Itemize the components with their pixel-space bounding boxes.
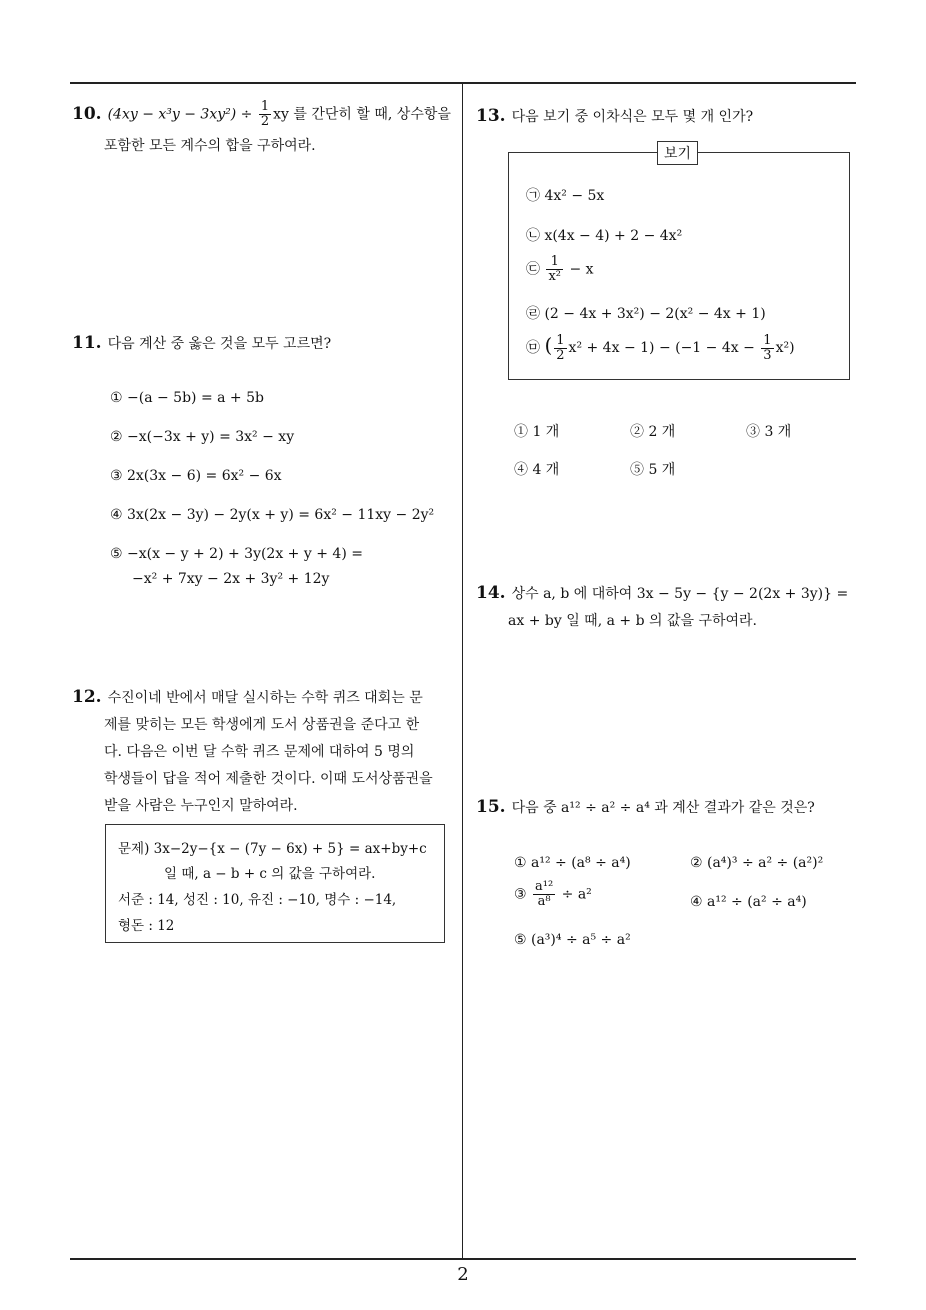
q12-box-line2: 일 때, a − b + c 의 값을 구하여라.: [164, 866, 376, 882]
question-13: [476, 103, 856, 131]
question-number: 11.: [72, 333, 102, 353]
q13-item-a: ㉠ 4x² − 5x: [526, 188, 605, 204]
question-13-text: 다음 보기 중 이차식은 모두 몇 개 인가?: [511, 109, 754, 125]
question-number: 10.: [72, 103, 102, 124]
question-10-line2: 포함한 모든 계수의 합을 구하여라.: [104, 138, 316, 154]
q11-option-5-cont: −x² + 7xy − 2x + 3y² + 12y: [132, 571, 330, 587]
column-divider: [462, 83, 463, 1259]
fraction: $\frac{1}{\text{x²}}$: [548, 254, 561, 284]
q15-choice-5[interactable]: ⑤ (a³)⁴ ÷ a⁵ ÷ a²: [514, 932, 631, 948]
question-14-line1: 상수 a, b 에 대하여 3x − 5y − {y − 2(2x + 3y)} =: [511, 586, 849, 602]
question-number: 15.: [476, 797, 506, 817]
q13-item-e: ㉤ ( $\frac{1}{2}$ x² + 4x − 1) − (−1 − 4x − $\frac{1}{3}$ x²): [526, 332, 795, 363]
q13-choice-5[interactable]: ⑤ 5 개: [630, 462, 676, 478]
page-number: 2: [457, 1264, 469, 1285]
q13-item-c: ㉢ $\frac{1}{\text{x²}}$ − x: [526, 254, 594, 284]
q11-option-2[interactable]: ② −x(−3x + y) = 3x² − xy: [110, 429, 295, 445]
question-number: 13.: [476, 106, 506, 126]
question-12-line5: 받을 사람은 누구인지 말하여라.: [104, 798, 298, 814]
question-number: 14.: [476, 583, 506, 603]
question-12-line1: 12. 수진이네 반에서 매달 실시하는 수학 퀴즈 대회는 문: [72, 687, 423, 707]
q13-item-b: ㉡ x(4x − 4) + 2 − 4x²: [526, 228, 683, 244]
q12-box-line4: 형돈 : 12: [118, 918, 175, 934]
q13-item-d: ㉣ (2 − 4x + 3x²) − 2(x² − 4x + 1): [526, 306, 766, 322]
question-12-line2: 제를 맞히는 모든 학생에게 도서 상품권을 준다고 한: [104, 717, 420, 733]
fraction: $\frac{1}{2}$: [556, 332, 565, 363]
question-12: [72, 684, 456, 820]
question-10-line1: 10. (4xy − x³y − 3xy²) ÷ $\frac{1}{2}$ xy 를 간단히 할 때, 상수항을: [72, 99, 451, 129]
fraction: $\frac{1}{2}$: [260, 99, 270, 129]
q15-choice-4[interactable]: ④ a¹² ÷ (a² ÷ a⁴): [690, 894, 807, 910]
question-14: [476, 580, 860, 635]
q13-example-box: [508, 146, 850, 380]
q13-choice-1[interactable]: ① 1 개: [514, 424, 560, 440]
q12-box-line1: 문제) 3x−2y−{x − (7y − 6x) + 5} = ax+by+c: [118, 841, 427, 857]
q15-choice-3[interactable]: ③ $\frac{\text{a¹²}}{\text{a⁸}}$ ÷ a²: [514, 879, 592, 909]
q15-choice-1[interactable]: ① a¹² ÷ (a⁸ ÷ a⁴): [514, 855, 631, 871]
q11-option-1[interactable]: ① −(a − 5b) = a + 5b: [110, 390, 264, 406]
top-rule: [70, 82, 856, 84]
question-number: 12.: [72, 687, 102, 707]
q13-choice-2[interactable]: ② 2 개: [630, 424, 676, 440]
question-15-text: 다음 중 a¹² ÷ a² ÷ a⁴ 과 계산 결과가 같은 것은?: [511, 800, 815, 816]
q13-box-label: 보기: [657, 141, 698, 165]
question-11: [72, 330, 457, 358]
question-14-line2: ax + by 일 때, a + b 의 값을 구하여라.: [508, 613, 758, 629]
fraction: $\frac{1}{3}$: [763, 332, 772, 363]
question-15: [476, 794, 856, 822]
q11-option-3[interactable]: ③ 2x(3x − 6) = 6x² − 6x: [110, 468, 282, 484]
q12-box-line3: 서준 : 14, 성진 : 10, 유진 : −10, 명수 : −14,: [118, 892, 397, 908]
q13-choice-4[interactable]: ④ 4 개: [514, 462, 560, 478]
question-11-text: 11. 다음 계산 중 옳은 것을 모두 고르면?: [72, 333, 332, 353]
q15-choice-2[interactable]: ② (a⁴)³ ÷ a² ÷ (a²)²: [690, 855, 824, 871]
q11-option-4[interactable]: ④ 3x(2x − 3y) − 2y(x + y) = 6x² − 11xy − 2y²: [110, 507, 435, 523]
question-10: [72, 100, 457, 160]
question-12-line3: 다. 다음은 이번 달 수학 퀴즈 문제에 대하여 5 명의: [104, 744, 415, 760]
q11-option-5[interactable]: ⑤ −x(x − y + 2) + 3y(2x + y + 4) =: [110, 546, 363, 562]
q13-choice-3[interactable]: ③ 3 개: [746, 424, 792, 440]
bottom-rule: [70, 1258, 856, 1260]
question-12-line4: 학생들이 답을 적어 제출한 것이다. 이때 도서상품권을: [104, 771, 433, 787]
q12-problem-box: [105, 824, 445, 943]
fraction: $\frac{\text{a¹²}}{\text{a⁸}}$: [535, 879, 554, 909]
